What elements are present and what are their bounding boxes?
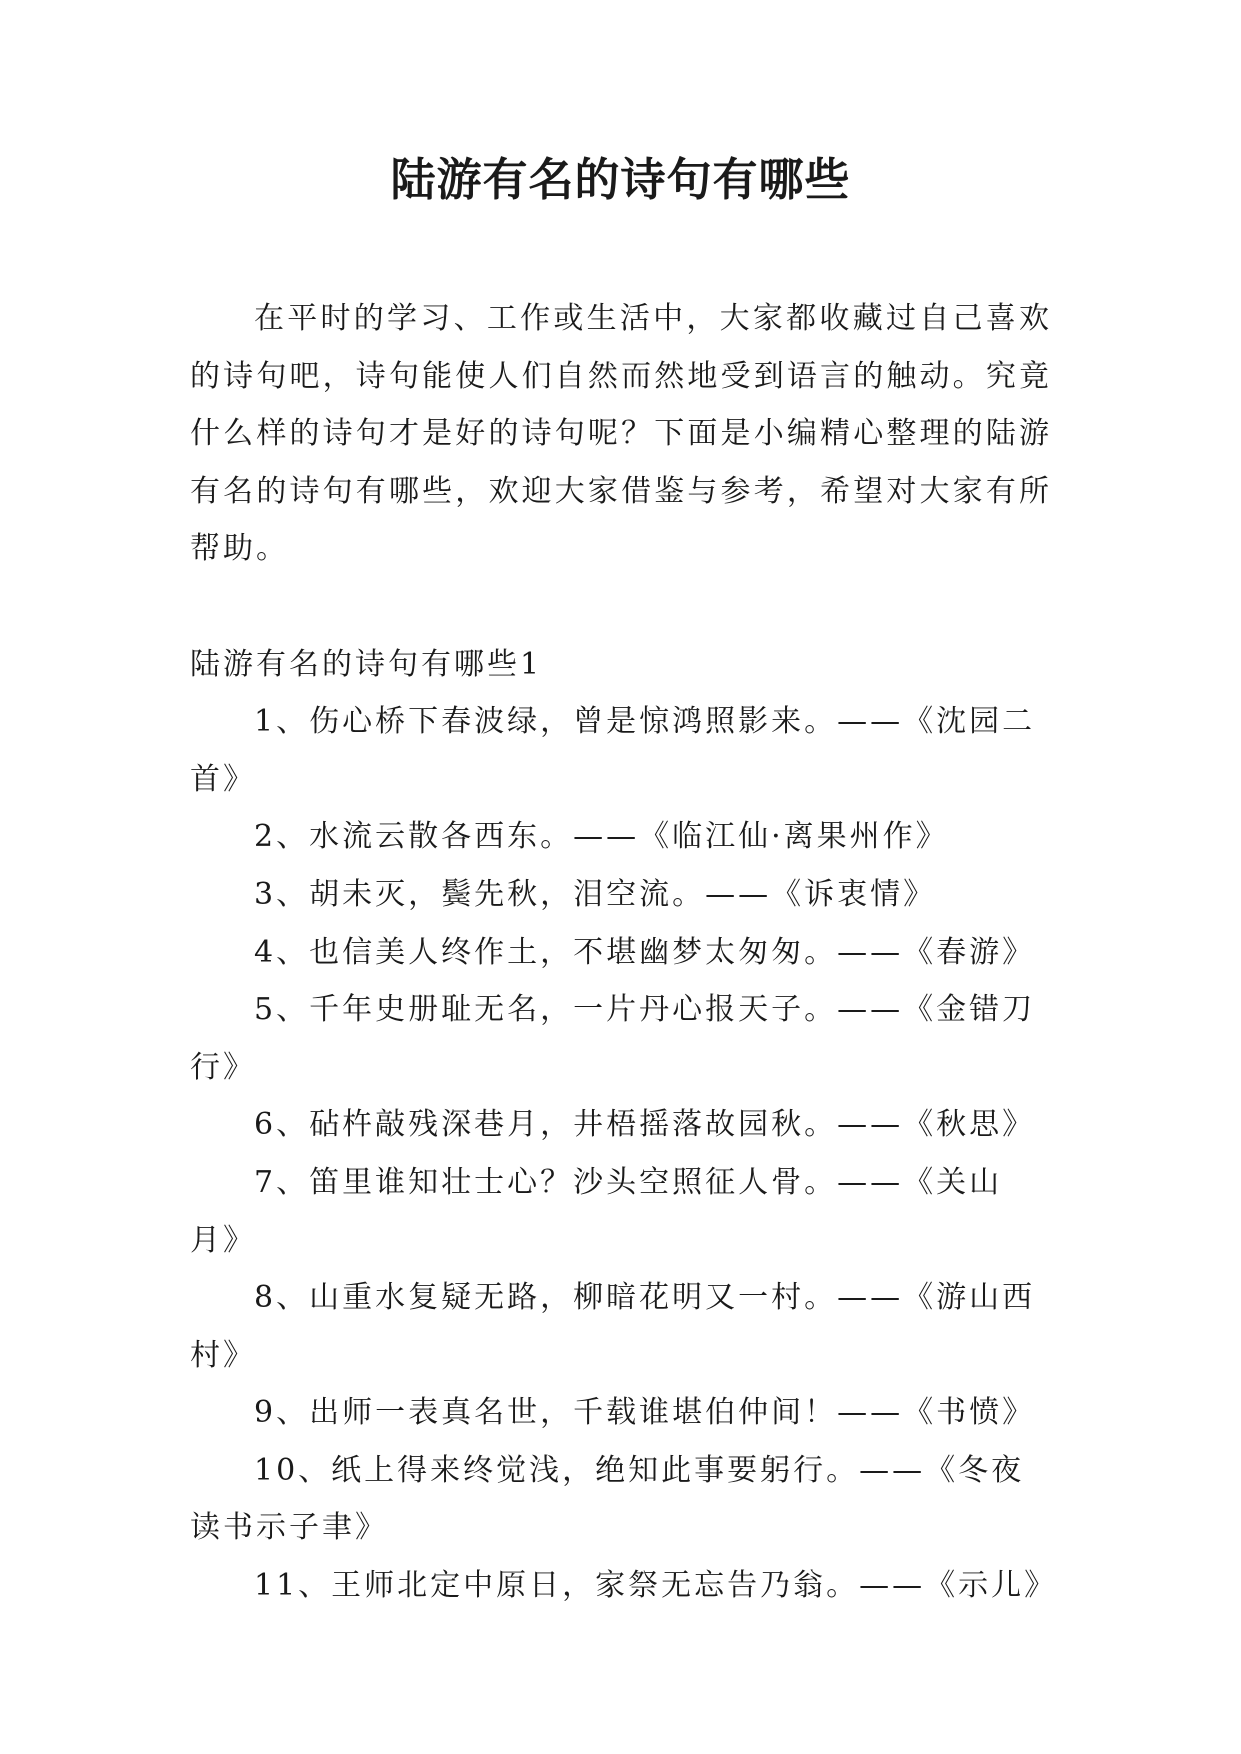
- poem-line: 2、水流云散各西东。——《临江仙·离果州作》: [254, 819, 949, 855]
- poem-line: 6、砧杵敲残深巷月，井梧摇落故园秋。——《秋思》: [254, 1107, 1036, 1143]
- poem-line: 11、王师北定中原日，家祭无忘告乃翁。——《示儿》: [254, 1568, 1058, 1604]
- poem-line: 8、山重水复疑无路，柳暗花明又一村。——《游山西村》: [190, 1280, 1036, 1373]
- intro-paragraph: 在平时的学习、工作或生活中，大家都收藏过自己喜欢的诗句吧，诗句能使人们自然而然地受到语言的触动。究竟什么样的诗句才是好的诗句呢？下面是小编精心整理的陆游有名的诗句有哪些，欢迎大家借鉴与参考，希望对大家有所帮助。: [190, 301, 1052, 567]
- poem-line: 7、笛里谁知壮士心？沙头空照征人骨。——《关山月》: [190, 1164, 1003, 1258]
- document-body: [190, 290, 1058, 1615]
- poem-line: 5、千年史册耻无名，一片丹心报天子。——《金错刀行》: [190, 992, 1036, 1085]
- poem-line: 3、胡未灭，鬓先秋，泪空流。——《诉衷情》: [254, 876, 937, 912]
- document-title: 陆游有名的诗句有哪些: [390, 153, 851, 206]
- poem-line: 9、出师一表真名世，千载谁堪伯仲间！——《书愤》: [254, 1395, 1036, 1431]
- section-heading: 陆游有名的诗句有哪些1: [190, 646, 543, 682]
- poem-line: 10、纸上得来终觉浅，绝知此事要躬行。——《冬夜读书示子聿》: [190, 1452, 1025, 1546]
- poem-list: [190, 693, 1058, 1615]
- poem-line: 1、伤心桥下春波绿，曾是惊鸿照影来。——《沈园二首》: [190, 704, 1036, 797]
- paragraph-spacer: [190, 578, 1052, 636]
- poem-line: 4、也信美人终作土，不堪幽梦太匆匆。——《春游》: [254, 934, 1036, 970]
